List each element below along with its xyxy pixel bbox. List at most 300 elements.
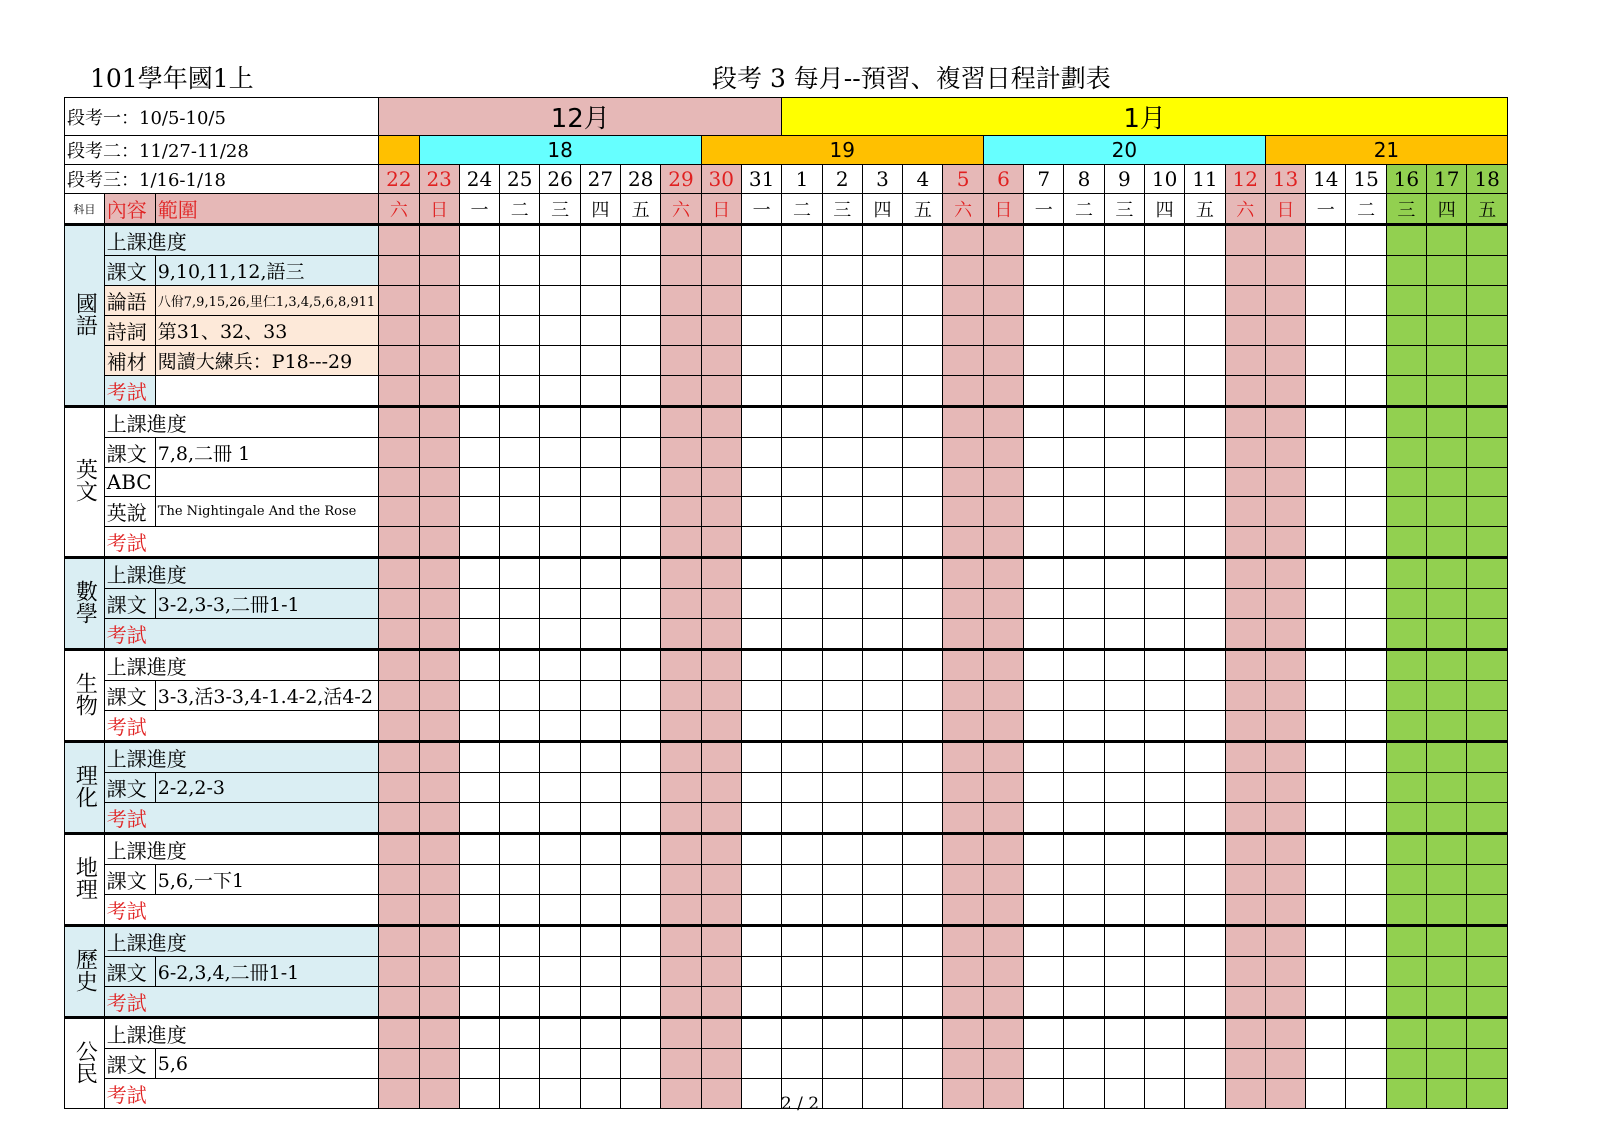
schedule-cell[interactable]: [1104, 987, 1144, 1018]
schedule-cell[interactable]: [419, 407, 459, 438]
schedule-cell[interactable]: [822, 650, 862, 681]
schedule-cell[interactable]: [903, 346, 943, 376]
schedule-cell[interactable]: [1265, 558, 1305, 589]
schedule-cell[interactable]: [1346, 803, 1386, 834]
schedule-cell[interactable]: [822, 497, 862, 527]
schedule-cell[interactable]: [580, 865, 620, 895]
schedule-cell[interactable]: [1386, 468, 1426, 497]
schedule-cell[interactable]: [822, 558, 862, 589]
schedule-cell[interactable]: [1225, 1049, 1265, 1079]
schedule-cell[interactable]: [1265, 742, 1305, 773]
schedule-cell[interactable]: [822, 407, 862, 438]
schedule-cell[interactable]: [661, 256, 701, 286]
schedule-cell[interactable]: [862, 256, 902, 286]
schedule-cell[interactable]: [1467, 376, 1508, 407]
schedule-cell[interactable]: [741, 987, 781, 1018]
schedule-cell[interactable]: [1467, 256, 1508, 286]
schedule-cell[interactable]: [782, 316, 822, 346]
schedule-cell[interactable]: [741, 1018, 781, 1049]
schedule-cell[interactable]: [621, 346, 661, 376]
schedule-cell[interactable]: [943, 650, 983, 681]
schedule-cell[interactable]: [540, 316, 580, 346]
schedule-cell[interactable]: [661, 773, 701, 803]
schedule-cell[interactable]: [1104, 865, 1144, 895]
schedule-cell[interactable]: [943, 926, 983, 957]
schedule-cell[interactable]: [540, 527, 580, 558]
schedule-cell[interactable]: [661, 1018, 701, 1049]
schedule-cell[interactable]: [782, 407, 822, 438]
schedule-cell[interactable]: [741, 527, 781, 558]
schedule-cell[interactable]: [540, 438, 580, 468]
schedule-cell[interactable]: [903, 987, 943, 1018]
schedule-cell[interactable]: [1306, 376, 1346, 407]
schedule-cell[interactable]: [1427, 286, 1467, 316]
schedule-cell[interactable]: [822, 256, 862, 286]
schedule-cell[interactable]: [1306, 316, 1346, 346]
schedule-cell[interactable]: [741, 468, 781, 497]
schedule-cell[interactable]: [1225, 256, 1265, 286]
schedule-cell[interactable]: [661, 286, 701, 316]
schedule-cell[interactable]: [1427, 650, 1467, 681]
schedule-cell[interactable]: [379, 742, 419, 773]
schedule-cell[interactable]: [1225, 286, 1265, 316]
schedule-cell[interactable]: [540, 225, 580, 256]
schedule-cell[interactable]: [379, 558, 419, 589]
schedule-cell[interactable]: [459, 1018, 499, 1049]
schedule-cell[interactable]: [1467, 619, 1508, 650]
schedule-cell[interactable]: [1185, 711, 1225, 742]
schedule-cell[interactable]: [1185, 957, 1225, 987]
schedule-cell[interactable]: [1265, 957, 1305, 987]
schedule-cell[interactable]: [621, 376, 661, 407]
schedule-cell[interactable]: [1064, 926, 1104, 957]
schedule-cell[interactable]: [1306, 773, 1346, 803]
schedule-cell[interactable]: [419, 803, 459, 834]
schedule-cell[interactable]: [782, 497, 822, 527]
schedule-cell[interactable]: [1225, 438, 1265, 468]
schedule-cell[interactable]: [1064, 619, 1104, 650]
schedule-cell[interactable]: [741, 346, 781, 376]
schedule-cell[interactable]: [580, 742, 620, 773]
schedule-cell[interactable]: [621, 1049, 661, 1079]
schedule-cell[interactable]: [621, 589, 661, 619]
schedule-cell[interactable]: [500, 376, 540, 407]
schedule-cell[interactable]: [1346, 589, 1386, 619]
schedule-cell[interactable]: [379, 527, 419, 558]
schedule-cell[interactable]: [1346, 407, 1386, 438]
schedule-cell[interactable]: [1265, 773, 1305, 803]
schedule-cell[interactable]: [500, 286, 540, 316]
schedule-cell[interactable]: [822, 619, 862, 650]
schedule-cell[interactable]: [1144, 558, 1184, 589]
schedule-cell[interactable]: [1306, 1018, 1346, 1049]
schedule-cell[interactable]: [782, 619, 822, 650]
schedule-cell[interactable]: [1346, 895, 1386, 926]
schedule-cell[interactable]: [903, 407, 943, 438]
schedule-cell[interactable]: [1306, 346, 1346, 376]
schedule-cell[interactable]: [661, 527, 701, 558]
schedule-cell[interactable]: [1185, 619, 1225, 650]
schedule-cell[interactable]: [1225, 376, 1265, 407]
schedule-cell[interactable]: [1346, 286, 1386, 316]
schedule-cell[interactable]: [1346, 376, 1386, 407]
schedule-cell[interactable]: [500, 650, 540, 681]
schedule-cell[interactable]: [1064, 681, 1104, 711]
schedule-cell[interactable]: [1427, 438, 1467, 468]
schedule-cell[interactable]: [500, 407, 540, 438]
schedule-cell[interactable]: [701, 803, 741, 834]
schedule-cell[interactable]: [701, 558, 741, 589]
schedule-cell[interactable]: [500, 316, 540, 346]
schedule-cell[interactable]: [701, 527, 741, 558]
schedule-cell[interactable]: [1306, 558, 1346, 589]
schedule-cell[interactable]: [1386, 773, 1426, 803]
schedule-cell[interactable]: [621, 438, 661, 468]
schedule-cell[interactable]: [419, 987, 459, 1018]
schedule-cell[interactable]: [1064, 865, 1104, 895]
schedule-cell[interactable]: [580, 1018, 620, 1049]
schedule-cell[interactable]: [661, 895, 701, 926]
schedule-cell[interactable]: [580, 957, 620, 987]
schedule-cell[interactable]: [782, 957, 822, 987]
schedule-cell[interactable]: [1024, 803, 1064, 834]
schedule-cell[interactable]: [459, 316, 499, 346]
schedule-cell[interactable]: [621, 468, 661, 497]
schedule-cell[interactable]: [1185, 316, 1225, 346]
schedule-cell[interactable]: [983, 527, 1023, 558]
schedule-cell[interactable]: [1185, 346, 1225, 376]
schedule-cell[interactable]: [661, 376, 701, 407]
schedule-cell[interactable]: [701, 316, 741, 346]
schedule-cell[interactable]: [983, 619, 1023, 650]
schedule-cell[interactable]: [459, 1049, 499, 1079]
schedule-cell[interactable]: [419, 438, 459, 468]
schedule-cell[interactable]: [1306, 926, 1346, 957]
schedule-cell[interactable]: [621, 256, 661, 286]
schedule-cell[interactable]: [701, 225, 741, 256]
schedule-cell[interactable]: [500, 497, 540, 527]
schedule-cell[interactable]: [1225, 834, 1265, 865]
schedule-cell[interactable]: [701, 681, 741, 711]
schedule-cell[interactable]: [1386, 407, 1426, 438]
schedule-cell[interactable]: [701, 286, 741, 316]
schedule-cell[interactable]: [1225, 742, 1265, 773]
schedule-cell[interactable]: [862, 497, 902, 527]
schedule-cell[interactable]: [862, 650, 902, 681]
schedule-cell[interactable]: [1185, 286, 1225, 316]
schedule-cell[interactable]: [1185, 865, 1225, 895]
schedule-cell[interactable]: [1185, 256, 1225, 286]
schedule-cell[interactable]: [1144, 681, 1184, 711]
schedule-cell[interactable]: [983, 316, 1023, 346]
schedule-cell[interactable]: [943, 742, 983, 773]
schedule-cell[interactable]: [661, 803, 701, 834]
schedule-cell[interactable]: [822, 225, 862, 256]
schedule-cell[interactable]: [741, 619, 781, 650]
schedule-cell[interactable]: [943, 1049, 983, 1079]
schedule-cell[interactable]: [1306, 895, 1346, 926]
schedule-cell[interactable]: [621, 681, 661, 711]
schedule-cell[interactable]: [862, 286, 902, 316]
schedule-cell[interactable]: [500, 225, 540, 256]
schedule-cell[interactable]: [1306, 742, 1346, 773]
schedule-cell[interactable]: [500, 742, 540, 773]
schedule-cell[interactable]: [1346, 468, 1386, 497]
schedule-cell[interactable]: [419, 1049, 459, 1079]
schedule-cell[interactable]: [943, 346, 983, 376]
schedule-cell[interactable]: [1306, 619, 1346, 650]
schedule-cell[interactable]: [1104, 957, 1144, 987]
schedule-cell[interactable]: [1265, 527, 1305, 558]
schedule-cell[interactable]: [1346, 650, 1386, 681]
schedule-cell[interactable]: [419, 1018, 459, 1049]
schedule-cell[interactable]: [701, 834, 741, 865]
schedule-cell[interactable]: [1144, 256, 1184, 286]
schedule-cell[interactable]: [822, 589, 862, 619]
schedule-cell[interactable]: [621, 926, 661, 957]
schedule-cell[interactable]: [903, 834, 943, 865]
schedule-cell[interactable]: [661, 681, 701, 711]
schedule-cell[interactable]: [903, 895, 943, 926]
schedule-cell[interactable]: [1386, 286, 1426, 316]
schedule-cell[interactable]: [459, 650, 499, 681]
schedule-cell[interactable]: [1427, 803, 1467, 834]
schedule-cell[interactable]: [862, 865, 902, 895]
schedule-cell[interactable]: [1265, 803, 1305, 834]
schedule-cell[interactable]: [379, 376, 419, 407]
schedule-cell[interactable]: [661, 711, 701, 742]
schedule-cell[interactable]: [862, 527, 902, 558]
schedule-cell[interactable]: [1024, 773, 1064, 803]
schedule-cell[interactable]: [1427, 1049, 1467, 1079]
schedule-cell[interactable]: [1427, 742, 1467, 773]
schedule-cell[interactable]: [1225, 1018, 1265, 1049]
schedule-cell[interactable]: [500, 711, 540, 742]
schedule-cell[interactable]: [1104, 650, 1144, 681]
schedule-cell[interactable]: [1225, 316, 1265, 346]
schedule-cell[interactable]: [500, 619, 540, 650]
schedule-cell[interactable]: [1346, 865, 1386, 895]
schedule-cell[interactable]: [1265, 681, 1305, 711]
schedule-cell[interactable]: [1346, 256, 1386, 286]
schedule-cell[interactable]: [540, 346, 580, 376]
schedule-cell[interactable]: [782, 742, 822, 773]
schedule-cell[interactable]: [580, 407, 620, 438]
schedule-cell[interactable]: [1467, 468, 1508, 497]
schedule-cell[interactable]: [419, 773, 459, 803]
schedule-cell[interactable]: [1306, 468, 1346, 497]
schedule-cell[interactable]: [822, 681, 862, 711]
schedule-cell[interactable]: [379, 1049, 419, 1079]
schedule-cell[interactable]: [540, 681, 580, 711]
schedule-cell[interactable]: [1024, 316, 1064, 346]
schedule-cell[interactable]: [500, 468, 540, 497]
schedule-cell[interactable]: [1024, 619, 1064, 650]
schedule-cell[interactable]: [943, 438, 983, 468]
schedule-cell[interactable]: [701, 711, 741, 742]
schedule-cell[interactable]: [661, 497, 701, 527]
schedule-cell[interactable]: [540, 558, 580, 589]
schedule-cell[interactable]: [661, 225, 701, 256]
schedule-cell[interactable]: [500, 346, 540, 376]
schedule-cell[interactable]: [1225, 497, 1265, 527]
schedule-cell[interactable]: [580, 316, 620, 346]
schedule-cell[interactable]: [1024, 286, 1064, 316]
schedule-cell[interactable]: [580, 468, 620, 497]
schedule-cell[interactable]: [1144, 589, 1184, 619]
schedule-cell[interactable]: [1144, 346, 1184, 376]
schedule-cell[interactable]: [1386, 865, 1426, 895]
schedule-cell[interactable]: [1386, 619, 1426, 650]
schedule-cell[interactable]: [741, 376, 781, 407]
schedule-cell[interactable]: [459, 589, 499, 619]
schedule-cell[interactable]: [1427, 558, 1467, 589]
schedule-cell[interactable]: [379, 803, 419, 834]
schedule-cell[interactable]: [1024, 589, 1064, 619]
schedule-cell[interactable]: [1225, 558, 1265, 589]
schedule-cell[interactable]: [1467, 286, 1508, 316]
schedule-cell[interactable]: [741, 407, 781, 438]
schedule-cell[interactable]: [1064, 957, 1104, 987]
schedule-cell[interactable]: [1467, 957, 1508, 987]
schedule-cell[interactable]: [1144, 834, 1184, 865]
schedule-cell[interactable]: [1265, 316, 1305, 346]
schedule-cell[interactable]: [943, 316, 983, 346]
schedule-cell[interactable]: [701, 589, 741, 619]
schedule-cell[interactable]: [500, 926, 540, 957]
schedule-cell[interactable]: [701, 407, 741, 438]
schedule-cell[interactable]: [903, 619, 943, 650]
schedule-cell[interactable]: [782, 1049, 822, 1079]
schedule-cell[interactable]: [1346, 681, 1386, 711]
schedule-cell[interactable]: [1386, 987, 1426, 1018]
schedule-cell[interactable]: [1427, 895, 1467, 926]
schedule-cell[interactable]: [419, 346, 459, 376]
schedule-cell[interactable]: [1064, 346, 1104, 376]
schedule-cell[interactable]: [500, 987, 540, 1018]
schedule-cell[interactable]: [1386, 316, 1426, 346]
schedule-cell[interactable]: [1467, 711, 1508, 742]
schedule-cell[interactable]: [1467, 895, 1508, 926]
schedule-cell[interactable]: [1427, 468, 1467, 497]
schedule-cell[interactable]: [1265, 1049, 1305, 1079]
schedule-cell[interactable]: [540, 957, 580, 987]
schedule-cell[interactable]: [580, 926, 620, 957]
schedule-cell[interactable]: [1064, 468, 1104, 497]
schedule-cell[interactable]: [540, 407, 580, 438]
schedule-cell[interactable]: [983, 589, 1023, 619]
schedule-cell[interactable]: [580, 225, 620, 256]
schedule-cell[interactable]: [459, 803, 499, 834]
schedule-cell[interactable]: [1467, 438, 1508, 468]
schedule-cell[interactable]: [1427, 619, 1467, 650]
schedule-cell[interactable]: [419, 926, 459, 957]
schedule-cell[interactable]: [1104, 619, 1144, 650]
schedule-cell[interactable]: [1386, 1018, 1426, 1049]
schedule-cell[interactable]: [701, 773, 741, 803]
schedule-cell[interactable]: [1144, 895, 1184, 926]
schedule-cell[interactable]: [379, 256, 419, 286]
schedule-cell[interactable]: [540, 256, 580, 286]
schedule-cell[interactable]: [1185, 895, 1225, 926]
schedule-cell[interactable]: [1104, 558, 1144, 589]
schedule-cell[interactable]: [943, 711, 983, 742]
schedule-cell[interactable]: [1306, 256, 1346, 286]
schedule-cell[interactable]: [943, 527, 983, 558]
schedule-cell[interactable]: [822, 865, 862, 895]
schedule-cell[interactable]: [1306, 225, 1346, 256]
schedule-cell[interactable]: [1427, 987, 1467, 1018]
schedule-cell[interactable]: [983, 468, 1023, 497]
schedule-cell[interactable]: [741, 834, 781, 865]
schedule-cell[interactable]: [1386, 957, 1426, 987]
schedule-cell[interactable]: [419, 742, 459, 773]
schedule-cell[interactable]: [943, 987, 983, 1018]
schedule-cell[interactable]: [379, 957, 419, 987]
schedule-cell[interactable]: [903, 865, 943, 895]
schedule-cell[interactable]: [1104, 926, 1144, 957]
schedule-cell[interactable]: [862, 438, 902, 468]
schedule-cell[interactable]: [1024, 256, 1064, 286]
schedule-cell[interactable]: [661, 865, 701, 895]
schedule-cell[interactable]: [419, 497, 459, 527]
schedule-cell[interactable]: [1104, 438, 1144, 468]
schedule-cell[interactable]: [1225, 225, 1265, 256]
schedule-cell[interactable]: [1225, 987, 1265, 1018]
schedule-cell[interactable]: [943, 681, 983, 711]
schedule-cell[interactable]: [741, 681, 781, 711]
schedule-cell[interactable]: [701, 1049, 741, 1079]
schedule-cell[interactable]: [661, 558, 701, 589]
schedule-cell[interactable]: [580, 895, 620, 926]
schedule-cell[interactable]: [1144, 619, 1184, 650]
schedule-cell[interactable]: [621, 527, 661, 558]
schedule-cell[interactable]: [1346, 711, 1386, 742]
schedule-cell[interactable]: [822, 527, 862, 558]
schedule-cell[interactable]: [1265, 286, 1305, 316]
schedule-cell[interactable]: [1467, 558, 1508, 589]
schedule-cell[interactable]: [580, 558, 620, 589]
schedule-cell[interactable]: [862, 742, 902, 773]
schedule-cell[interactable]: [943, 865, 983, 895]
schedule-cell[interactable]: [1104, 895, 1144, 926]
schedule-cell[interactable]: [1306, 407, 1346, 438]
schedule-cell[interactable]: [903, 650, 943, 681]
schedule-cell[interactable]: [741, 650, 781, 681]
schedule-cell[interactable]: [983, 286, 1023, 316]
schedule-cell[interactable]: [379, 773, 419, 803]
schedule-cell[interactable]: [943, 225, 983, 256]
schedule-cell[interactable]: [1225, 619, 1265, 650]
schedule-cell[interactable]: [903, 316, 943, 346]
schedule-cell[interactable]: [1104, 681, 1144, 711]
schedule-cell[interactable]: [1064, 256, 1104, 286]
schedule-cell[interactable]: [1024, 834, 1064, 865]
schedule-cell[interactable]: [903, 1049, 943, 1079]
schedule-cell[interactable]: [621, 316, 661, 346]
schedule-cell[interactable]: [500, 803, 540, 834]
schedule-cell[interactable]: [1104, 468, 1144, 497]
schedule-cell[interactable]: [782, 650, 822, 681]
schedule-cell[interactable]: [621, 225, 661, 256]
schedule-cell[interactable]: [983, 803, 1023, 834]
schedule-cell[interactable]: [1386, 346, 1426, 376]
schedule-cell[interactable]: [1185, 589, 1225, 619]
schedule-cell[interactable]: [701, 619, 741, 650]
schedule-cell[interactable]: [1386, 589, 1426, 619]
schedule-cell[interactable]: [782, 286, 822, 316]
schedule-cell[interactable]: [661, 650, 701, 681]
